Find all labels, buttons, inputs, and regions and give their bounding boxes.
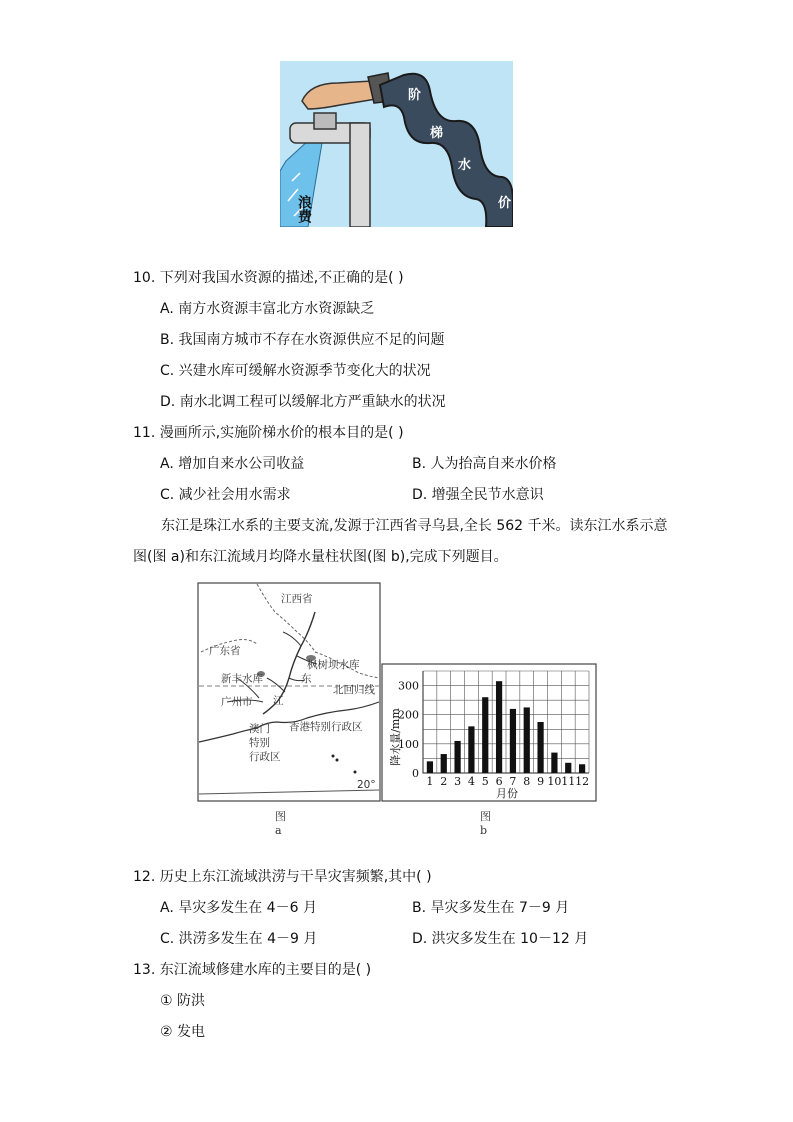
- q12-stem: 12. 历史上东江流域洪涝与干旱灾害频繁,其中( ): [133, 869, 432, 885]
- map-label-dong: 东: [301, 673, 312, 685]
- precipitation-chart: [381, 663, 597, 803]
- chart-ytick-label: 100: [398, 737, 419, 751]
- chart-ytick-label: 200: [398, 708, 419, 722]
- q10-stem: 10. 下列对我国水资源的描述,不正确的是( ): [133, 270, 404, 286]
- chart-bar-1: [427, 761, 433, 773]
- map-label-tropic: 北回归线: [333, 684, 375, 696]
- cartoon-pipe-char-4: 价: [498, 196, 512, 211]
- q10-option-b: B. 我国南方城市不存在水资源供应不足的问题: [160, 332, 445, 348]
- chart-bar-5: [482, 697, 488, 773]
- chart-bar-8: [524, 707, 530, 773]
- chart-xtick-label: 3: [454, 775, 462, 788]
- chart-xtick-label: 1: [426, 775, 434, 788]
- chart-ylabel: 降水量/mm: [389, 708, 402, 766]
- q13-stem: 13. 东江流域修建水库的主要目的是( ): [133, 962, 372, 978]
- q13-item-1: ① 防洪: [160, 993, 206, 1009]
- chart-ytick-label: 0: [412, 767, 419, 780]
- q13-item-2: ② 发电: [160, 1024, 206, 1040]
- q10-option-c: C. 兴建水库可缓解水资源季节变化大的状况: [160, 363, 431, 379]
- chart-bar-6: [496, 681, 502, 773]
- chart-bar-9: [537, 722, 543, 773]
- chart-xtick-label: 11: [561, 775, 576, 788]
- chart-bar-11: [565, 763, 571, 773]
- q12-option-b: B. 旱灾多发生在 7－9 月: [412, 900, 570, 916]
- chart-bar-2: [441, 754, 447, 773]
- map-label-xinfeng: 新丰水库: [221, 673, 263, 685]
- q11-option-a: A. 增加自来水公司收益: [160, 456, 305, 472]
- tiered-water-price-cartoon: [280, 61, 513, 227]
- map-label-20deg: 20°: [357, 779, 376, 791]
- chart-xtick-label: 4: [467, 775, 475, 788]
- q11-stem: 11. 漫画所示,实施阶梯水价的根本目的是( ): [133, 425, 404, 441]
- chart-bar-12: [579, 764, 585, 773]
- chart-xtick-label: 8: [523, 775, 531, 788]
- chart-xtick-label: 12: [575, 775, 590, 788]
- chart-xtick-label: 7: [509, 775, 517, 788]
- cartoon-faucet-char-1: 浪费: [296, 195, 312, 223]
- chart-xtick-label: 5: [481, 775, 489, 788]
- map-label-jiang: 江: [273, 695, 284, 707]
- map-caption: 图 a: [275, 810, 286, 837]
- map-label-guangzhou: 广州市: [221, 696, 253, 708]
- map-label-hongkong: 香港特别行政区: [289, 721, 363, 733]
- dongjiang-map: [197, 582, 381, 804]
- cartoon-pipe-char-3: 水: [458, 158, 472, 173]
- map-label-fengshuba: 枫树坝水库: [307, 659, 360, 671]
- passage-line-1: 东江是珠江水系的主要支流,发源于江西省寻乌县,全长 562 千米。读东江水系示意: [161, 518, 668, 534]
- chart-bar-4: [468, 726, 474, 773]
- map-label-macau-3: 行政区: [249, 751, 281, 763]
- chart-bar-3: [454, 741, 460, 773]
- q12-option-a: A. 旱灾多发生在 4－6 月: [160, 900, 317, 916]
- cartoon-pipe-char-1: 阶: [408, 88, 422, 103]
- chart-bar-10: [551, 753, 557, 773]
- passage-line-2: 图(图 a)和东江流域月均降水量柱状图(图 b),完成下列题目。: [133, 549, 508, 565]
- q11-option-c: C. 减少社会用水需求: [160, 487, 291, 503]
- chart-xtick-label: 2: [440, 775, 448, 788]
- q10-option-a: A. 南方水资源丰富北方水资源缺乏: [160, 301, 375, 317]
- q11-option-b: B. 人为抬高自来水价格: [412, 456, 557, 472]
- map-label-guangdong: 广东省: [209, 645, 241, 657]
- map-label-jiangxi: 江西省: [281, 593, 313, 605]
- chart-xtick-label: 6: [495, 775, 503, 788]
- chart-ytick-label: 300: [398, 679, 419, 693]
- map-label-macau-1: 澳门: [249, 723, 270, 735]
- q11-option-d: D. 增强全民节水意识: [412, 487, 544, 503]
- chart-bar-7: [510, 709, 516, 773]
- map-label-macau-2: 特别: [249, 737, 270, 749]
- q10-option-d: D. 南水北调工程可以缓解北方严重缺水的状况: [160, 394, 446, 410]
- q12-option-d: D. 洪灾多发生在 10－12 月: [412, 931, 589, 947]
- chart-caption: 图 b: [480, 810, 491, 837]
- cartoon-pipe-char-2: 梯: [430, 126, 444, 141]
- cartoon-drawing: [280, 61, 513, 227]
- chart-xtick-label: 9: [537, 775, 545, 788]
- chart-xtick-label: 10: [547, 775, 562, 788]
- q12-option-c: C. 洪涝多发生在 4－9 月: [160, 931, 318, 947]
- chart-xlabel: 月份: [496, 787, 518, 800]
